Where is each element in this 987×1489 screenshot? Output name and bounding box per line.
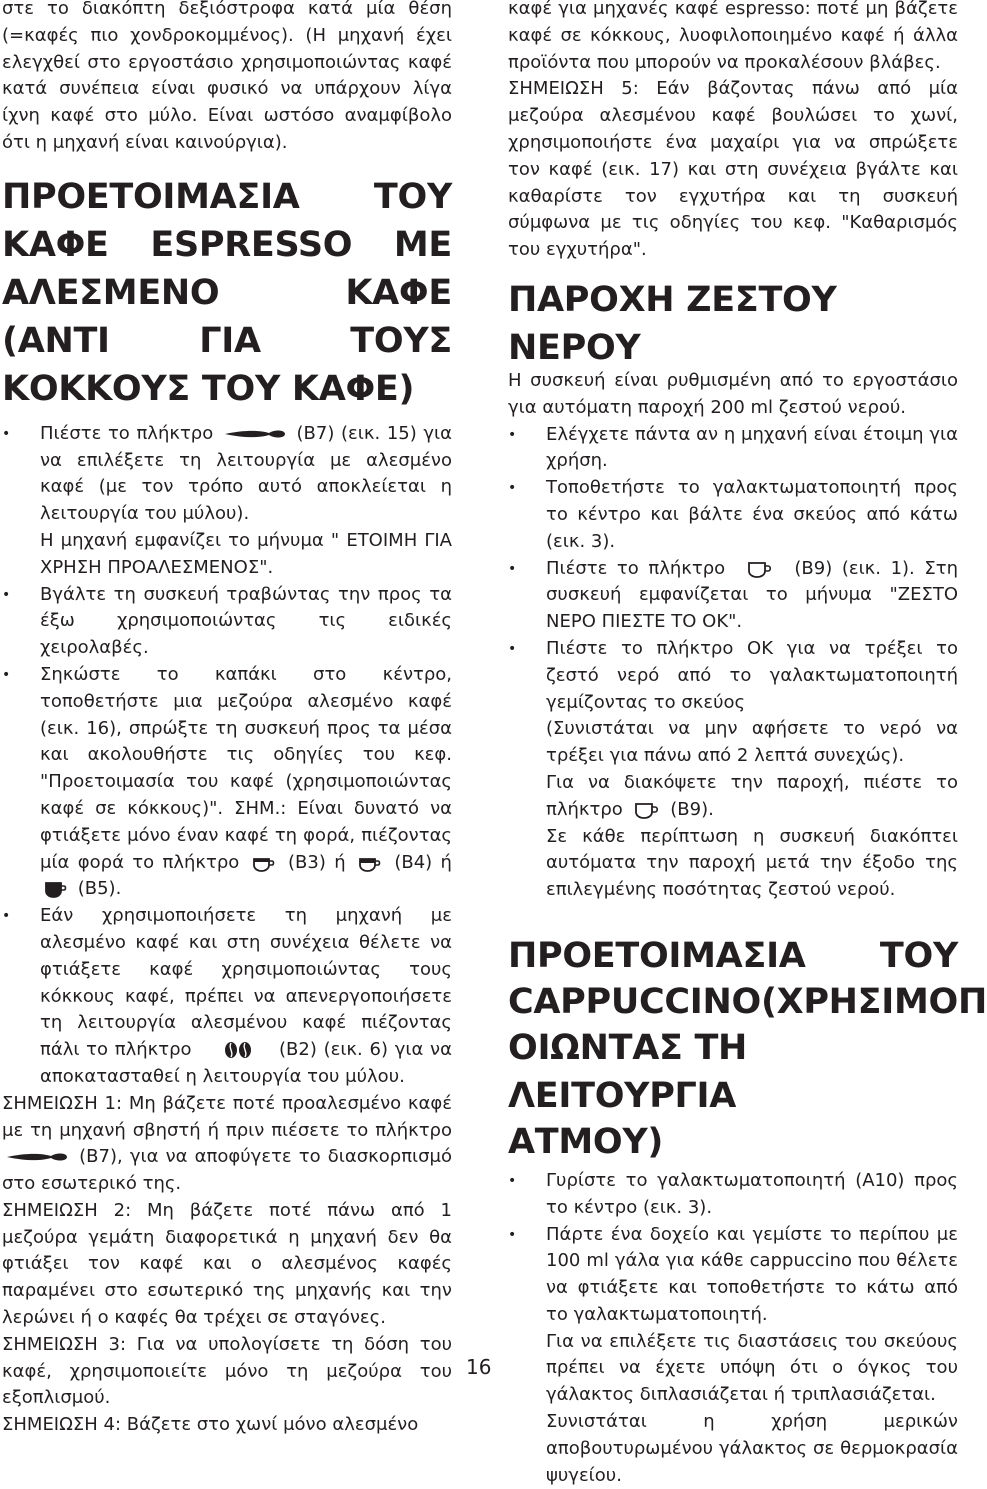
- note-text: ΣΗΜΕΙΩΣΗ 1: Μη βάζετε ποτέ προαλεσμένο καφέ με τη μηχανή σβηστή ή πριν πιέσετε το πλήκτρο: [2, 1093, 452, 1141]
- step-text: Για να διακόψετε την παροχή, πιέστε το πλήκτρο: [546, 772, 958, 820]
- step-pull-unit: • Βγάλτε τη συσκευή τραβώντας την προς τα έξω χρησιμοποιώντας τις ειδικές χειρολαβές.: [2, 582, 452, 662]
- step-text: (B5).: [78, 878, 122, 899]
- hot-water-intro: Η συσκευή είναι ρυθμισμένη από το εργοστάσιο για αυτόματη παροχή 200 ml ζεστού νερού.: [508, 368, 958, 422]
- step-add-ground: [2, 662, 452, 903]
- section-heading-cappuccino: [508, 932, 958, 1166]
- step-text: (B9) (εικ. 1). Στη συσκευή εμφανίζεται το μήνυμα "ΖΕΣΤΟ ΝΕΡΟ ΠΙΕΣΤΕ ΤΟ ΟΚ".: [546, 558, 958, 633]
- step-text: Πιέστε το πλήκτρο: [40, 423, 213, 444]
- note-3: ΣΗΜΕΙΩΣΗ 3: Για να υπολογίσετε τη δόση του καφέ, χρησιμοποιείτε μόνο τη μεζούρα του εξοπλισμού.: [2, 1332, 452, 1412]
- coffee-beans-icon: [218, 1040, 258, 1060]
- step-select-ground: [2, 421, 452, 582]
- cup-large-icon: [43, 879, 69, 899]
- step-text: Εάν χρησιμοποιήσετε τη μηχανή με αλεσμένο καφέ και στη συνέχεια θέλετε να φτιάξετε καφέ χρησιμοποιώντας τους κόκκους καφέ, πρέπει να απενεργοποιήσετε τη λειτουργία αλεσμένου καφέ πιέζοντας πάλι το πλήκτρο: [40, 905, 452, 1060]
- heading-line: CAPPUCCINO(ΧΡΗΣΙΜΟΠ: [508, 978, 958, 1026]
- cap-step-milk: [508, 1222, 958, 1489]
- step-text: (B9).: [670, 799, 714, 820]
- right-column: [508, 0, 958, 1489]
- hot-water-cup-icon: [632, 800, 662, 820]
- step-text: Για να επιλέξετε τις διαστάσεις του σκεύους πρέπει να έχετε υπόψη ότι ο όγκος του γάλακτος διπλασιάζεται ή τριπλασιάζεται.: [546, 1329, 958, 1409]
- hw-step-ok: [508, 636, 958, 904]
- hot-water-steps: [508, 422, 958, 904]
- hw-step-press: [508, 556, 958, 636]
- step-text: (B7) (εικ. 15) για να επιλέξετε τη λειτουργία με αλεσμένο καφέ (με τον τρόπο αυτό αποκλείεται η λειτουργία του μύλου).: [40, 423, 452, 524]
- intro-paragraph: στε το διακόπτη δεξιόστροφα κατά μία θέση (=καφές πιο χονδροκομμένος). (Η μηχανή έχει ελεγχθεί στο εργοστάσιο χρησιμοποιώντας καφέ κατά συνέπεια είναι φυσικό να υπάρχουν λίγα ίχνη καφέ στο μύλο. Είναι ωστόσο αναμφίβολο ότι η μηχανή είναι καινούργια).: [2, 0, 452, 157]
- note-4: ΣΗΜΕΙΩΣΗ 4: Βάζετε στο χωνί μόνο αλεσμένο: [2, 1412, 452, 1439]
- step-text: Σηκώστε το καπάκι στο κέντρο, τοποθετήστε μια μεζούρα αλεσμένο καφέ (εικ. 16), σπρώξτε τη συσκευή προς τα μέσα και ακολουθήστε τις οδηγίες του κεφ. "Προετοιμασία του καφέ (χρησιμοποιώντας καφέ σε κόκκους)". ΣΗΜ.: Είναι δυνατό να φτιάξετε μόνο έναν καφέ τη φορά, πιέζοντας μία φορά το πλήκτρο: [40, 664, 452, 873]
- step-revert-beans: [2, 903, 452, 1091]
- step-text: Πάρτε ένα δοχείο και γεμίστε το περίπου με 100 ml γάλα για κάθε cappuccino που θέλετε να φτιάξετε και τοποθετήστε το κάτω από το γαλακτωματοποιητή.: [546, 1224, 958, 1325]
- note-2: ΣΗΜΕΙΩΣΗ 2: Μη βάζετε ποτέ πάνω από 1 μεζούρα γεμάτη διαφορετικά η μηχανή δεν θα φτιάξει τον καφέ και ο αλεσμένος καφές παραμένει στο εσωτερικό της μηχανής και την λερώνει ή ο καφές θα τρέχει σε σταγόνες.: [2, 1198, 452, 1332]
- hw-step-check: • Ελέγχετε πάντα αν η μηχανή είναι έτοιμη για χρήση.: [508, 422, 958, 476]
- heading-line: ΠΡΟΕΤΟΙΜΑΣΙΑ ΤΟΥ: [508, 932, 958, 980]
- step-text: (B4) ή: [394, 852, 452, 873]
- hw-step-position: • Τοποθετήστε το γαλακτωματοποιητή προς το κέντρο και βάλτε ένα σκεύος από κάτω (εικ. 3).: [508, 475, 958, 555]
- step-text: (B2) (εικ. 6) για να αποκατασταθεί η λειτουργία του μύλου.: [40, 1039, 452, 1087]
- hot-water-cup-icon: [745, 559, 775, 579]
- page-number: 16: [466, 1354, 490, 1380]
- note-1: [2, 1091, 452, 1198]
- step-text: Η μηχανή εμφανίζει το μήνυμα " ΕΤΟΙΜΗ ΓΙΑ ΧΡΗΣΗ ΠΡΟΑΛΕΣΜΕΝΟΣ".: [40, 528, 452, 582]
- note-5: ΣΗΜΕΙΩΣΗ 5: Εάν βάζοντας πάνω από μία μεζούρα αλεσμένου καφέ βουλώσει το χωνί, χρησιμοποιήστε ένα μαχαίρι για να σπρώξετε τον καφέ (εικ. 17) και στη συνέχεια βγάλτε και καθαρίστε τον εγχυτήρα και τη συσκευή σύμφωνα με τις οδηγίες του κεφ. "Καθαρισμός του εγχυτήρα".: [508, 76, 958, 264]
- spoon-icon: [223, 427, 287, 441]
- cap-step-turn: • Γυρίστε το γαλακτωματοποιητή (A10) προς το κέντρο (εικ. 3).: [508, 1168, 958, 1222]
- heading-line: ΑΤΜΟΥ): [508, 1118, 958, 1166]
- step-text: (B3) ή: [288, 852, 346, 873]
- step-text: (Συνιστάται να μην αφήσετε το νερό να τρέξει για πάνω από 2 λεπτά συνεχώς).: [546, 716, 958, 770]
- note-4-continued: καφέ για μηχανές καφέ espresso: ποτέ μη βάζετε καφέ σε κόκκους, λυοφιλοποιημένο καφέ ή άλλα προϊόντα που μπορούν να προκαλέσουν βλάβες.: [508, 0, 958, 76]
- step-text: Πιέστε το πλήκτρο ΟΚ για να τρέξει το ζεστό νερό από το γαλακτωματοποιητή γεμίζοντας το σκεύος: [546, 638, 958, 713]
- step-text: Συνιστάται η χρήση μερικών αποβουτυρωμένου γάλακτος σε θερμοκρασία ψυγείου.: [546, 1409, 958, 1489]
- cup-small-icon: [251, 853, 277, 873]
- ground-coffee-steps: [2, 421, 452, 1091]
- section-heading-hot-water: ΠΑΡΟΧΗ ΖΕΣΤΟΥ ΝΕΡΟΥ: [508, 276, 958, 372]
- section-heading-ground-coffee: ΠΡΟΕΤΟΙΜΑΣΙΑ ΤΟΥ ΚΑΦΕ ESPRESSO ΜΕ ΑΛΕΣΜΕΝΟ ΚΑΦΕ (ΑΝΤΙ ΓΙΑ ΤΟΥΣ ΚΟΚΚΟΥΣ ΤΟΥ ΚΑΦΕ): [2, 173, 452, 413]
- cup-medium-icon: [357, 853, 383, 873]
- step-text-stop: [546, 770, 958, 824]
- note-text: (B7), για να αποφύγετε το διασκορπισμό στο εσωτερικό της.: [2, 1146, 452, 1194]
- left-column: [2, 0, 452, 1439]
- spoon-icon: [5, 1150, 69, 1164]
- heading-line: ΟΙΩΝΤΑΣ ΤΗ ΛΕΙΤΟΥΡΓΙΑ: [508, 1024, 958, 1120]
- step-text: Σε κάθε περίπτωση η συσκευή διακόπτει αυτόματα την παροχή μετά την έξοδο της επιλεγμένης ποσότητας ζεστού νερού.: [546, 824, 958, 904]
- step-text: Πιέστε το πλήκτρο: [546, 558, 725, 579]
- cappuccino-steps: [508, 1168, 958, 1489]
